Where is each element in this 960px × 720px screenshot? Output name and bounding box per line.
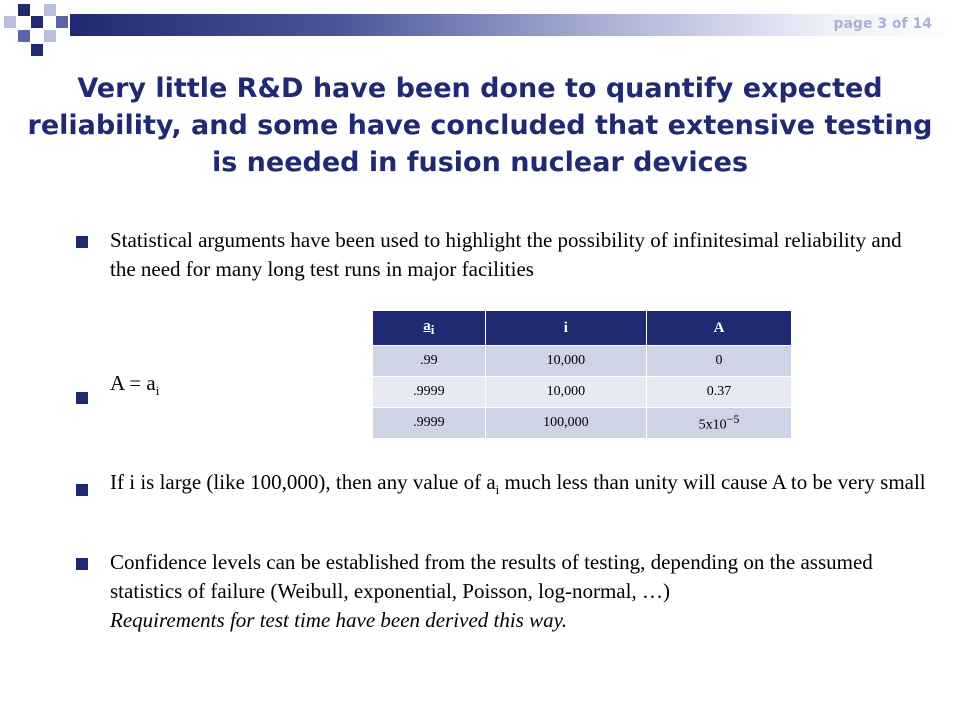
decor-square	[31, 44, 43, 56]
cell-A: 0.37	[647, 377, 792, 408]
table-header-row	[373, 311, 792, 346]
b3-sub: i	[495, 482, 500, 498]
header-banner	[70, 14, 960, 36]
bullet-marker	[76, 236, 88, 248]
bullet-marker	[76, 392, 88, 404]
header-i: i	[485, 311, 646, 346]
decor-square	[44, 30, 56, 42]
formula-var: a	[146, 371, 156, 395]
slide-title: Very little R&D have been done to quantify expected reliability, and some have concluded that extensive testing is needed in fusion nuclear devices	[27, 73, 933, 178]
cell-i: 10,000	[485, 377, 646, 408]
b4-text: Confidence levels can be established from the results of testing, depending on the assumed statistics of failure (Weibull, exponential, Poisson, log-normal, …)	[110, 550, 873, 603]
table-row	[373, 408, 792, 439]
b4-italic: Requirements for test time have been derived this way.	[110, 608, 568, 632]
decor-square	[18, 4, 30, 16]
decor-square	[18, 30, 30, 42]
header-A: A	[647, 311, 792, 346]
header-ai: $a_i$	[373, 311, 486, 346]
decor-square	[44, 4, 56, 16]
cell-i: 100,000	[485, 408, 646, 439]
formula-prefix: A =	[110, 371, 147, 395]
decor-square	[56, 16, 68, 28]
bullet-statistical-arguments: Statistical arguments have been used to highlight the possibility of infinitesimal reliability and the need for many long test runs in major facilities	[110, 228, 902, 281]
cell-i: 10,000	[485, 346, 646, 377]
decor-square	[4, 16, 16, 28]
bullet-marker	[76, 558, 88, 570]
table-row	[373, 346, 792, 377]
cell-a: .9999	[373, 408, 486, 439]
formula-sub: i	[155, 383, 160, 399]
bullet-large-i	[110, 468, 930, 504]
reliability-table	[372, 310, 792, 439]
cell-a: .9999	[373, 377, 486, 408]
cell-A: $5x10^{-5}$	[647, 408, 792, 439]
cell-A: 0	[647, 346, 792, 377]
bullet-confidence-levels	[110, 548, 930, 635]
decor-square	[31, 16, 43, 28]
cell-a: .99	[373, 346, 486, 377]
b3-pre: If i is large (like 100,000), then any value of a	[110, 470, 496, 494]
table-row	[373, 377, 792, 408]
b3-post: much less than unity will cause A to be very small	[499, 470, 926, 494]
bullet-marker	[76, 484, 88, 496]
page-number: page 3 of 14	[833, 16, 932, 32]
